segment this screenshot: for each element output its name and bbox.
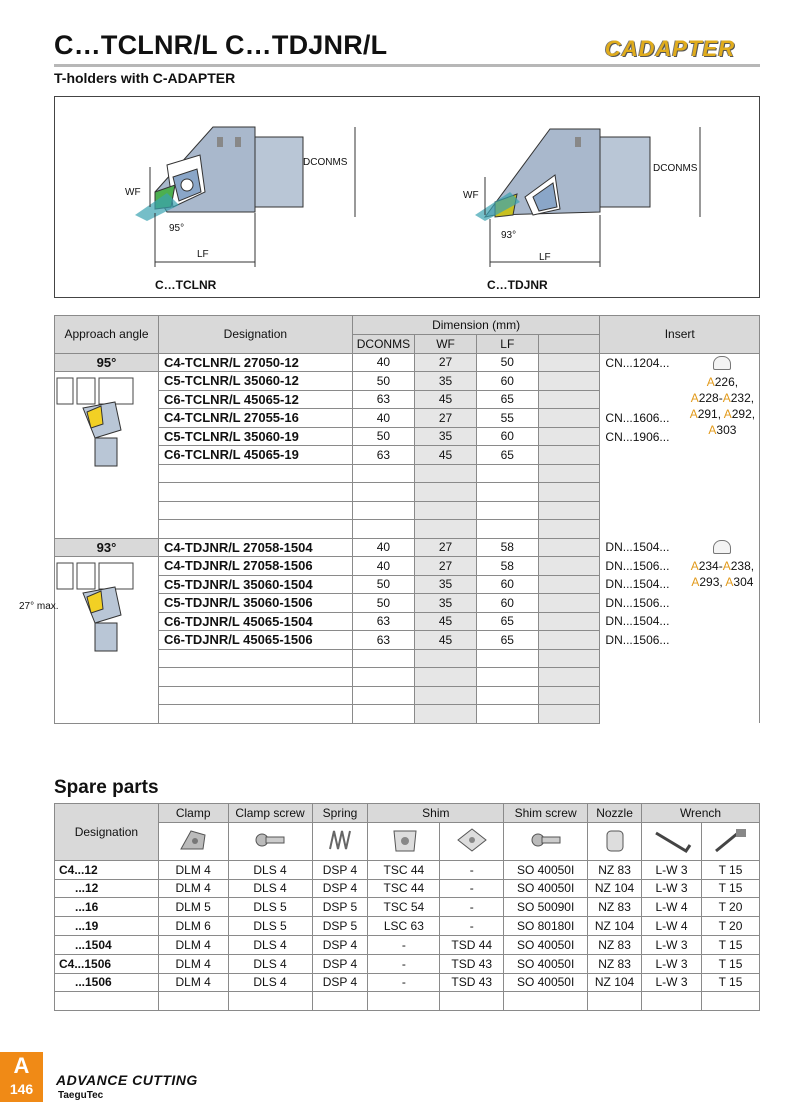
spare-part-cell: T 20 bbox=[701, 917, 759, 936]
lf-cell: 60 bbox=[476, 594, 538, 613]
blank-dim-cell bbox=[538, 464, 600, 483]
blank-dim-cell bbox=[538, 649, 600, 668]
blank-dim-cell bbox=[538, 483, 600, 502]
insert-code: DN...1506... bbox=[605, 558, 670, 573]
empty-cell bbox=[504, 992, 588, 1011]
spare-part-cell: T 15 bbox=[701, 860, 759, 879]
insert-code: DN...1504... bbox=[605, 577, 670, 591]
spare-part-cell: LSC 63 bbox=[368, 917, 440, 936]
dconms-cell: 40 bbox=[352, 557, 414, 576]
spare-part-cell: SO 50090I bbox=[504, 898, 588, 917]
spare-part-cell: L-W 4 bbox=[642, 917, 702, 936]
wf-cell bbox=[415, 705, 477, 724]
spare-part-cell: L-W 3 bbox=[642, 973, 702, 992]
insert-cell bbox=[600, 538, 760, 723]
brand-logo: ADVANCE CUTTING bbox=[56, 1072, 198, 1088]
designation-cell: C4-TDJNR/L 27058-1506 bbox=[158, 557, 352, 576]
shim-square-icon bbox=[368, 822, 440, 860]
spare-part-cell: SO 40050I bbox=[504, 954, 588, 973]
spare-part-cell: DLS 4 bbox=[228, 935, 312, 954]
spare-part-cell: DLS 4 bbox=[228, 879, 312, 898]
spare-part-cell: T 15 bbox=[701, 954, 759, 973]
lf-cell: 58 bbox=[476, 557, 538, 576]
blank-dim-cell bbox=[538, 668, 600, 687]
designation-cell: C5-TCLNR/L 35060-12 bbox=[158, 372, 352, 391]
spare-parts-table bbox=[54, 803, 760, 1011]
wf-label-left: WF bbox=[125, 187, 141, 198]
spare-part-cell: T 15 bbox=[701, 973, 759, 992]
spare-part-cell: DSP 5 bbox=[312, 917, 368, 936]
designation-cell: C5-TDJNR/L 35060-1504 bbox=[158, 575, 352, 594]
wf-cell: 45 bbox=[415, 631, 477, 650]
spare-designation: ...12 bbox=[55, 879, 159, 898]
wf-cell: 35 bbox=[415, 427, 477, 446]
empty-cell bbox=[368, 992, 440, 1011]
spare-part-cell: TSD 43 bbox=[440, 973, 504, 992]
lf-cell bbox=[476, 520, 538, 539]
dconms-cell: 50 bbox=[352, 594, 414, 613]
designation-cell bbox=[158, 520, 352, 539]
lf-cell: 58 bbox=[476, 538, 538, 557]
logo-lettering: CADAPTER bbox=[604, 36, 736, 61]
page-title: C…TCLNR/L C…TDJNR/L bbox=[54, 30, 388, 60]
designation-cell bbox=[158, 705, 352, 724]
blank-dim-cell bbox=[538, 353, 600, 372]
blank-dim-cell bbox=[538, 372, 600, 391]
header-dconms: DCONMS bbox=[352, 335, 414, 354]
spare-part-cell: TSC 54 bbox=[368, 898, 440, 917]
header-approach: Approach angle bbox=[55, 316, 159, 354]
spare-part-cell: DLS 4 bbox=[228, 973, 312, 992]
dconms-cell: 50 bbox=[352, 427, 414, 446]
lf-cell: 60 bbox=[476, 427, 538, 446]
insert-code: CN...1906... bbox=[605, 429, 670, 444]
spare-part-cell: DLM 5 bbox=[158, 898, 228, 917]
designation-cell bbox=[158, 483, 352, 502]
tdjnr-drawing bbox=[475, 127, 700, 267]
dconms-cell bbox=[352, 686, 414, 705]
wf-cell: 27 bbox=[415, 409, 477, 428]
spare-part-cell: DSP 4 bbox=[312, 973, 368, 992]
lf-cell: 65 bbox=[476, 612, 538, 631]
spare-rows bbox=[55, 860, 760, 992]
blank-dim-cell bbox=[538, 538, 600, 557]
blank-dim-cell bbox=[538, 520, 600, 539]
spare-part-cell: - bbox=[368, 973, 440, 992]
lf-cell: 65 bbox=[476, 631, 538, 650]
spare-part-cell: TSD 43 bbox=[440, 954, 504, 973]
insert-code: CN...1606... bbox=[605, 411, 670, 425]
wf-label-right: WF bbox=[463, 190, 479, 201]
page-number: 146 bbox=[9, 1081, 34, 1097]
designation-cell bbox=[158, 501, 352, 520]
designation-cell: C6-TCLNR/L 45065-12 bbox=[158, 390, 352, 409]
insert-page-refs bbox=[684, 356, 760, 438]
wf-cell bbox=[415, 649, 477, 668]
insert-code: DN...1504... bbox=[605, 540, 670, 554]
spare-part-cell: - bbox=[368, 954, 440, 973]
designation-cell bbox=[158, 686, 352, 705]
empty-cell bbox=[158, 992, 228, 1011]
header-designation: Designation bbox=[158, 316, 352, 354]
dconms-cell bbox=[352, 464, 414, 483]
lf-cell bbox=[476, 705, 538, 724]
approach-angle-icon bbox=[55, 372, 155, 482]
page-ref-line: A226, bbox=[706, 374, 739, 389]
header-blank bbox=[538, 335, 600, 354]
dconms-cell: 63 bbox=[352, 612, 414, 631]
designation-cell bbox=[158, 668, 352, 687]
wf-cell: 35 bbox=[415, 594, 477, 613]
blank-dim-cell bbox=[538, 501, 600, 520]
spare-part-cell: TSC 44 bbox=[368, 860, 440, 879]
insert-code bbox=[605, 446, 755, 465]
dconms-cell bbox=[352, 668, 414, 687]
spare-header-designation: Designation bbox=[55, 804, 159, 861]
insert-code: CN...1204... bbox=[605, 355, 670, 370]
spare-part-cell: T 20 bbox=[701, 898, 759, 917]
angle-label-right: 93° bbox=[501, 230, 517, 241]
spare-designation: ...1504 bbox=[55, 935, 159, 954]
header-wf: WF bbox=[415, 335, 477, 354]
page-ref-line: A228-A232, bbox=[690, 390, 755, 405]
table-row bbox=[55, 973, 760, 992]
lf-cell bbox=[476, 649, 538, 668]
wf-cell bbox=[415, 668, 477, 687]
shim-screw-icon bbox=[504, 822, 588, 860]
page-ref-line: A234-A238, bbox=[690, 559, 755, 573]
dconms-cell bbox=[352, 705, 414, 724]
table-row bbox=[55, 917, 760, 936]
spare-part-cell: - bbox=[440, 879, 504, 898]
lf-cell: 60 bbox=[476, 372, 538, 391]
empty-cell bbox=[588, 992, 642, 1011]
section-tab bbox=[0, 1052, 43, 1102]
lf-cell bbox=[476, 464, 538, 483]
lf-cell bbox=[476, 501, 538, 520]
wf-cell bbox=[415, 483, 477, 502]
designation-cell: C6-TDJNR/L 45065-1506 bbox=[158, 631, 352, 650]
empty-cell bbox=[55, 992, 159, 1011]
header-lf: LF bbox=[476, 335, 538, 354]
spare-header-wrench: Wrench bbox=[642, 804, 760, 823]
wf-cell bbox=[415, 464, 477, 483]
wf-cell: 27 bbox=[415, 557, 477, 576]
spare-part-cell: SO 40050I bbox=[504, 860, 588, 879]
caption-tclnr: C…TCLNR bbox=[155, 278, 217, 292]
table-row bbox=[55, 538, 760, 557]
blank-dim-cell bbox=[538, 705, 600, 724]
max-angle-label: 27° max. bbox=[19, 601, 59, 612]
wf-cell bbox=[415, 520, 477, 539]
spare-part-cell: T 15 bbox=[701, 935, 759, 954]
dconms-cell bbox=[352, 501, 414, 520]
spare-part-cell: NZ 104 bbox=[588, 973, 642, 992]
empty-cell bbox=[228, 992, 312, 1011]
spare-designation: ...19 bbox=[55, 917, 159, 936]
insert-code: DN...1506... bbox=[605, 632, 670, 647]
designation-cell bbox=[158, 464, 352, 483]
dconms-cell: 40 bbox=[352, 353, 414, 372]
spare-part-cell: DSP 5 bbox=[312, 898, 368, 917]
insert-cell bbox=[600, 353, 760, 538]
empty-cell bbox=[440, 992, 504, 1011]
spare-part-cell: DLS 4 bbox=[228, 954, 312, 973]
lf-cell bbox=[476, 668, 538, 687]
spare-part-cell: DLM 6 bbox=[158, 917, 228, 936]
lf-cell: 50 bbox=[476, 353, 538, 372]
page-ref-line: A303 bbox=[708, 422, 737, 437]
blank-dim-cell bbox=[538, 427, 600, 446]
designation-cell: C4-TCLNR/L 27050-12 bbox=[158, 353, 352, 372]
caption-tdjnr: C…TDJNR bbox=[487, 278, 548, 292]
dconms-label-left: DCONMS bbox=[303, 157, 348, 168]
spare-part-cell: NZ 83 bbox=[588, 898, 642, 917]
lf-cell: 60 bbox=[476, 575, 538, 594]
catalog-icon bbox=[713, 356, 731, 370]
blank-dim-cell bbox=[538, 409, 600, 428]
spring-icon bbox=[312, 822, 368, 860]
empty-cell bbox=[312, 992, 368, 1011]
approach-angle-icon bbox=[55, 557, 155, 667]
spare-part-cell: DSP 4 bbox=[312, 954, 368, 973]
wf-cell: 27 bbox=[415, 538, 477, 557]
dconms-cell: 40 bbox=[352, 538, 414, 557]
lf-label-left: LF bbox=[197, 249, 209, 260]
c-adapter-logo bbox=[578, 33, 762, 65]
wf-cell: 45 bbox=[415, 390, 477, 409]
brand-sub: TaeguTec bbox=[58, 1090, 104, 1101]
empty-cell bbox=[701, 992, 759, 1011]
spare-part-cell: DSP 4 bbox=[312, 935, 368, 954]
spare-part-cell: TSC 44 bbox=[368, 879, 440, 898]
spare-part-cell: TSD 44 bbox=[440, 935, 504, 954]
insert-code: DN...1504... bbox=[605, 614, 670, 628]
blank-dim-cell bbox=[538, 446, 600, 465]
torx-wrench-icon bbox=[701, 822, 759, 860]
wf-cell: 45 bbox=[415, 612, 477, 631]
wf-cell: 27 bbox=[415, 353, 477, 372]
dconms-cell bbox=[352, 520, 414, 539]
table-row bbox=[55, 879, 760, 898]
spare-parts-title: Spare parts bbox=[54, 777, 159, 798]
empty-cell bbox=[642, 992, 702, 1011]
table-row bbox=[55, 935, 760, 954]
wf-cell bbox=[415, 686, 477, 705]
spare-part-cell: L-W 3 bbox=[642, 860, 702, 879]
approach-icon-cell bbox=[19, 557, 159, 724]
blank-dim-cell bbox=[538, 612, 600, 631]
wf-cell: 35 bbox=[415, 372, 477, 391]
dconms-cell bbox=[352, 483, 414, 502]
spare-part-cell: - bbox=[440, 860, 504, 879]
wf-cell: 45 bbox=[415, 446, 477, 465]
table-row bbox=[55, 353, 760, 372]
spare-part-cell: DSP 4 bbox=[312, 860, 368, 879]
spare-designation: ...16 bbox=[55, 898, 159, 917]
blank-dim-cell bbox=[538, 575, 600, 594]
spare-part-cell: DLS 5 bbox=[228, 917, 312, 936]
table-row bbox=[55, 954, 760, 973]
dconms-cell: 63 bbox=[352, 446, 414, 465]
header-insert: Insert bbox=[600, 316, 760, 354]
spare-part-cell: - bbox=[368, 935, 440, 954]
spare-part-cell: T 15 bbox=[701, 879, 759, 898]
dconms-cell: 63 bbox=[352, 390, 414, 409]
spare-part-cell: NZ 104 bbox=[588, 917, 642, 936]
blank-dim-cell bbox=[538, 557, 600, 576]
designation-cell bbox=[158, 649, 352, 668]
designation-cell: C4-TCLNR/L 27055-16 bbox=[158, 409, 352, 428]
section-letter: A bbox=[13, 1053, 30, 1078]
catalog-icon bbox=[713, 540, 731, 554]
lf-cell bbox=[476, 483, 538, 502]
spare-part-cell: DLM 4 bbox=[158, 935, 228, 954]
spare-header-clamp-screw: Clamp screw bbox=[228, 804, 312, 823]
spare-part-cell: DSP 4 bbox=[312, 879, 368, 898]
blank-dim-cell bbox=[538, 594, 600, 613]
clamp-icon bbox=[158, 822, 228, 860]
designation-cell: C4-TDJNR/L 27058-1504 bbox=[158, 538, 352, 557]
spare-part-cell: - bbox=[440, 917, 504, 936]
angle-label-left: 95° bbox=[169, 223, 185, 234]
spare-header-shim: Shim bbox=[368, 804, 504, 823]
designation-cell: C5-TCLNR/L 35060-19 bbox=[158, 427, 352, 446]
spare-part-cell: SO 80180I bbox=[504, 917, 588, 936]
wf-cell bbox=[415, 501, 477, 520]
tool-drawings bbox=[55, 97, 761, 299]
spare-header-spring: Spring bbox=[312, 804, 368, 823]
tclnr-drawing bbox=[135, 127, 355, 267]
spare-header-clamp: Clamp bbox=[158, 804, 228, 823]
spare-part-cell: DLM 4 bbox=[158, 879, 228, 898]
spare-part-cell: SO 40050I bbox=[504, 973, 588, 992]
spare-designation: ...1506 bbox=[55, 973, 159, 992]
approach-angle: 93° bbox=[55, 538, 159, 557]
spare-part-cell: DLM 4 bbox=[158, 860, 228, 879]
clamp-screw-icon bbox=[228, 822, 312, 860]
spare-header-shim-screw: Shim screw bbox=[504, 804, 588, 823]
designation-cell: C6-TCLNR/L 45065-19 bbox=[158, 446, 352, 465]
tool-diagrams bbox=[54, 96, 760, 298]
spare-part-cell: NZ 83 bbox=[588, 860, 642, 879]
spare-part-cell: L-W 3 bbox=[642, 879, 702, 898]
dconms-cell: 40 bbox=[352, 409, 414, 428]
spare-part-cell: DLM 4 bbox=[158, 973, 228, 992]
approach-icon-cell bbox=[55, 372, 159, 539]
shim-diamond-icon bbox=[440, 822, 504, 860]
spare-part-cell: NZ 83 bbox=[588, 935, 642, 954]
approach-angle: 95° bbox=[55, 353, 159, 372]
spare-part-cell: DLS 5 bbox=[228, 898, 312, 917]
page-ref-line: A293, A304 bbox=[691, 575, 754, 589]
spare-header-nozzle: Nozzle bbox=[588, 804, 642, 823]
dconms-label-right: DCONMS bbox=[653, 163, 698, 174]
group-95 bbox=[55, 353, 760, 538]
designation-cell: C5-TDJNR/L 35060-1506 bbox=[158, 594, 352, 613]
spare-part-cell: L-W 4 bbox=[642, 898, 702, 917]
page-ref-line: A291, A292, bbox=[689, 406, 756, 421]
spare-part-cell: DLM 4 bbox=[158, 954, 228, 973]
lf-cell: 65 bbox=[476, 446, 538, 465]
table-row bbox=[55, 898, 760, 917]
lf-cell: 65 bbox=[476, 390, 538, 409]
spare-part-cell: L-W 3 bbox=[642, 935, 702, 954]
lf-label-right: LF bbox=[539, 252, 551, 263]
spare-designation: C4...1506 bbox=[55, 954, 159, 973]
dconms-cell: 63 bbox=[352, 631, 414, 650]
lf-cell bbox=[476, 686, 538, 705]
blank-dim-cell bbox=[538, 390, 600, 409]
spare-part-cell: NZ 104 bbox=[588, 879, 642, 898]
hex-wrench-icon bbox=[642, 822, 702, 860]
designation-cell: C6-TDJNR/L 45065-1504 bbox=[158, 612, 352, 631]
spare-part-cell: SO 40050I bbox=[504, 935, 588, 954]
wf-cell: 35 bbox=[415, 575, 477, 594]
spare-part-cell: SO 40050I bbox=[504, 879, 588, 898]
dconms-cell bbox=[352, 649, 414, 668]
dconms-cell: 50 bbox=[352, 575, 414, 594]
spare-part-cell: - bbox=[440, 898, 504, 917]
spare-part-cell: L-W 3 bbox=[642, 954, 702, 973]
insert-code: DN...1506... bbox=[605, 595, 670, 610]
blank-dim-cell bbox=[538, 631, 600, 650]
dconms-cell: 50 bbox=[352, 372, 414, 391]
spare-part-cell: DLS 4 bbox=[228, 860, 312, 879]
insert-page-refs bbox=[684, 540, 760, 590]
holder-table bbox=[19, 315, 760, 724]
spare-part-cell: NZ 83 bbox=[588, 954, 642, 973]
page-subtitle: T-holders with C-ADAPTER bbox=[54, 70, 236, 86]
table-row bbox=[55, 860, 760, 879]
header-dimension: Dimension (mm) bbox=[352, 316, 600, 335]
lf-cell: 55 bbox=[476, 409, 538, 428]
nozzle-icon bbox=[588, 822, 642, 860]
spare-designation: C4...12 bbox=[55, 860, 159, 879]
group-93 bbox=[19, 538, 760, 723]
blank-dim-cell bbox=[538, 686, 600, 705]
